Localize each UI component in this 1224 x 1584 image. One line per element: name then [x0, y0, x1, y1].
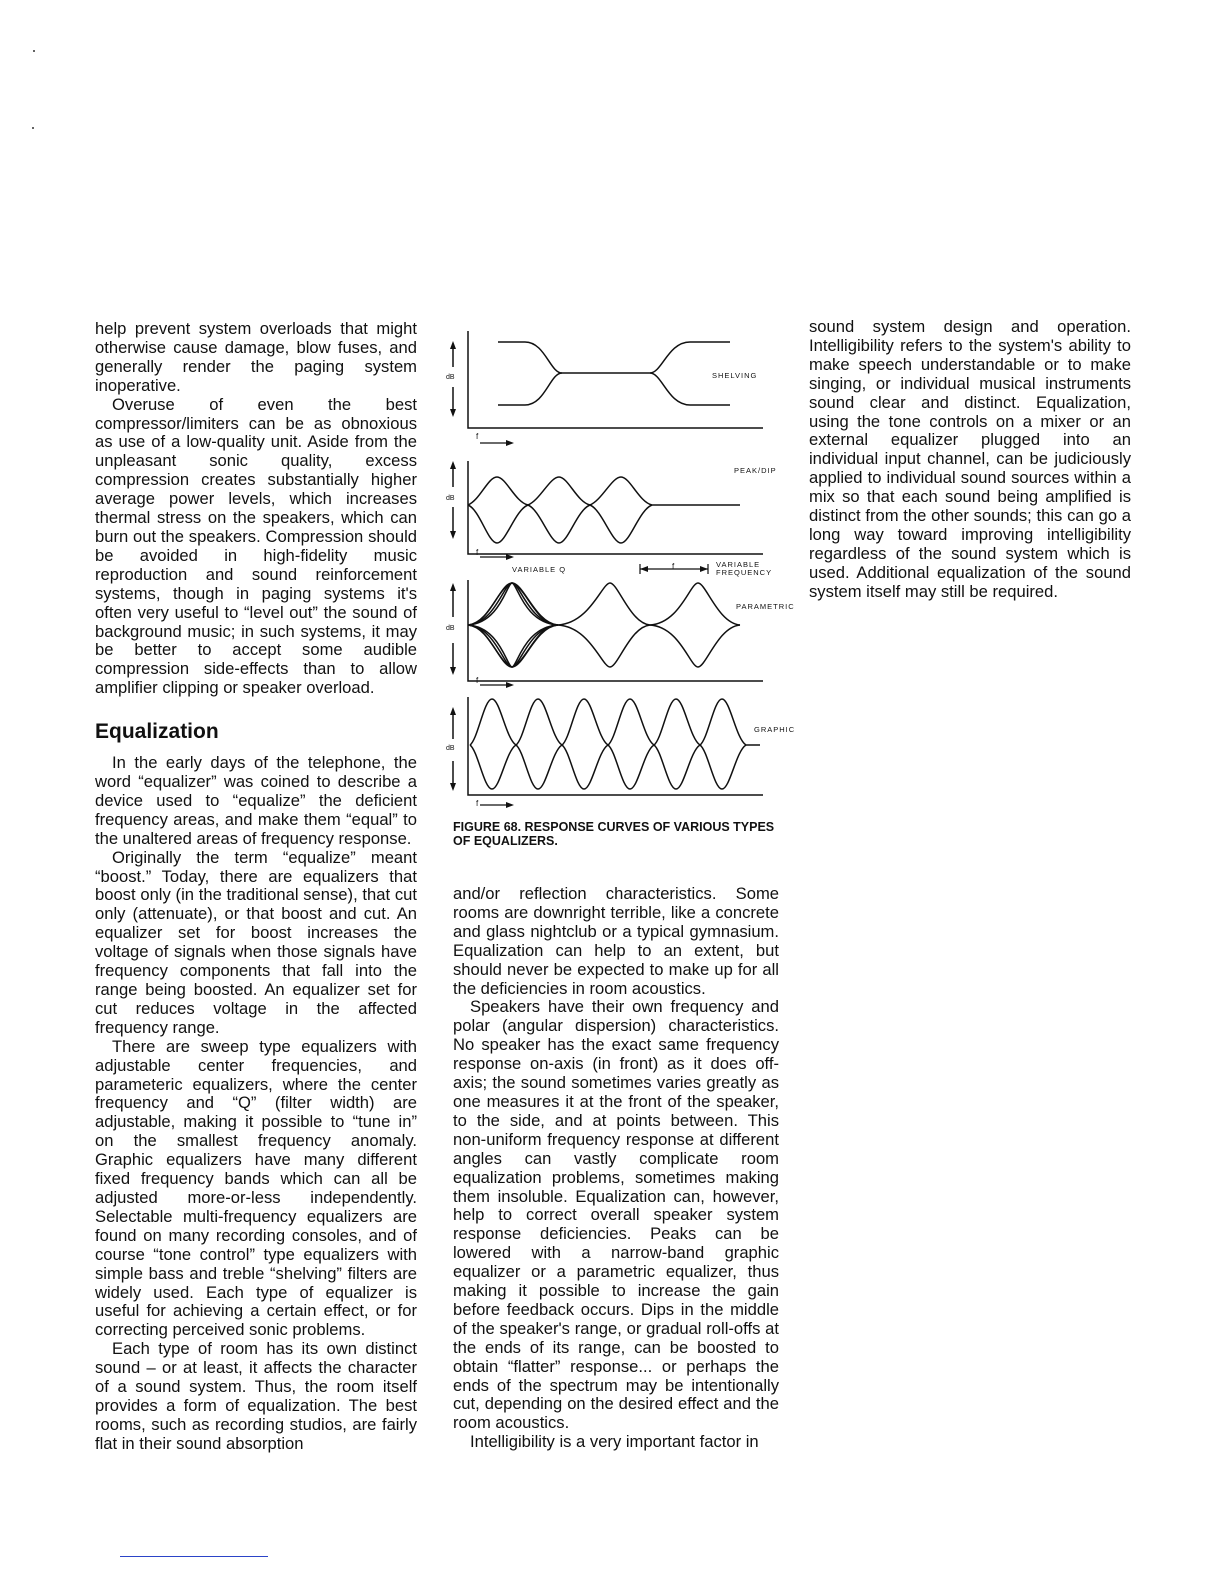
- parametric-panel: [450, 564, 763, 688]
- paragraph: There are sweep type equalizers with adjustable center frequencies, and parameteric equalizers, where the center frequency and “Q” (filter width) are adjustable, making it possible to “tune in” on the smallest frequency anomaly. Graphic equalizers have many different fixed frequency bands which can all be adjusted more-or-less independently. Selectable multi-frequency equalizers are found on many recording consoles, and of course “tone control” type equalizers with simple bass and treble “shelving” filters are widely used. Each type of equalizer is useful for achieving a certain effect, or for correcting perceived sonic problems.: [95, 1036, 417, 1340]
- text-column-right: [809, 318, 1131, 602]
- variable-q-label: VARIABLE Q: [512, 565, 567, 574]
- peak-curve: [468, 477, 740, 505]
- f-axis-label: f: [476, 799, 479, 808]
- variable-frequency-curve: [558, 583, 740, 625]
- paragraph: help prevent system overloads that might otherwise cause damage, blow fuses, and generally render the paging system inoperative.: [95, 319, 417, 395]
- shelving-panel: [450, 331, 763, 446]
- dip-curve: [468, 505, 652, 543]
- f-axis-label: f: [672, 562, 675, 571]
- db-axis-label: dB: [446, 495, 455, 502]
- f-axis-label: f: [476, 432, 479, 441]
- paragraph: Intelligibility is a very important factor in: [470, 1432, 759, 1452]
- f-axis-label: f: [476, 676, 479, 685]
- paragraph: Originally the term “equalize” meant “boost.” Today, there are equalizers that boost only (in the traditional sense), that cut only (attenuate), or that boost and cut. An equalizer set for boost increases the voltage of signals when those signals have frequency components that fall into the range being boosted. An equalizer set for cut reduces voltage in the affected frequency range.: [95, 847, 417, 1037]
- panel-axes: [468, 697, 763, 795]
- peak-dip-label: PEAK/DIP: [734, 466, 777, 475]
- text-column-middle: [453, 885, 779, 1452]
- graphic-panel: [450, 697, 763, 808]
- figure-caption: FIGURE 68. RESPONSE CURVES OF VARIOUS TYPES OF EQUALIZERS.: [453, 820, 775, 848]
- footer-rule: [120, 1556, 268, 1557]
- paragraph: and/or reflection characteristics. Some rooms are downright terrible, like a concrete and glass nightclub or a typical gymnasium. Equalization can help to an extent, but should never be expected to make up for all the deficiencies in room acoustics.: [453, 884, 779, 998]
- db-axis-label: dB: [446, 745, 455, 752]
- shelving-cut-curve: [498, 373, 730, 405]
- db-axis-label: dB: [446, 625, 455, 632]
- graphic-cut-curve: [470, 745, 746, 789]
- variable-frequency-label: FREQUENCY: [716, 568, 773, 577]
- scan-speck: [33, 50, 35, 52]
- peak-dip-panel: [450, 461, 763, 560]
- paragraph: sound system design and operation. Intelligibility refers to the system's ability to make speech understandable or to make singing, or individual musical instruments sound clear and distinct. Equalization, using the tone controls on a mixer or an external equalizer plugged into an individual input channel, can be judiciously applied to individual sound sources within a mix so that each sound being amplified is distinct from the other sounds; this can go a long way toward improving intelligibility regardless of the sound system which is used. Additional equalization of the sound system itself may still be required.: [809, 317, 1131, 601]
- graphic-boost-curve: [470, 699, 760, 745]
- paragraph: Overuse of even the best compressor/limiters can be as obnoxious as use of a low-quality unit. Aside from the unpleasant sonic quality, excess compression creates substantially higher average power levels, which increases thermal stress on the speakers, which can burn out the speakers. Compression should be avoided in high-fidelity music reproduction and sound reinforcement systems, though in paging systems it's often very useful to “level out” the sound of background music; in such systems, it may be better to accept some audible compression side-effects than to allow amplifier clipping or speaker overload.: [95, 394, 417, 698]
- text-column-left: [95, 320, 417, 1454]
- graphic-label: GRAPHIC: [754, 725, 796, 734]
- paragraph: In the early days of the telephone, the word “equalizer” was coined to describe a device used to “equalize” the deficient frequency areas, and make them “equal” to the unaltered areas of frequency response.: [95, 753, 417, 848]
- parametric-label: PARAMETRIC: [736, 602, 795, 611]
- shelving-label: SHELVING: [712, 371, 758, 380]
- shelving-boost-curve: [498, 342, 730, 373]
- variable-frequency-label: VARIABLE: [716, 560, 761, 569]
- db-axis-label: dB: [446, 374, 455, 381]
- paragraph: Each type of room has its own distinct sound – or at least, it affects the character of a sound system. Thus, the room itself provides a form of equalization. The best rooms, such as recording studios, are fairly flat in their sound absorption: [95, 1339, 417, 1453]
- scan-speck: [32, 127, 34, 129]
- panel-axes: [468, 580, 763, 681]
- f-axis-label: f: [476, 548, 479, 557]
- section-heading: Equalization: [95, 720, 219, 744]
- paragraph: Speakers have their own frequency and polar (angular dispersion) characteristics. No speaker has the exact same frequency response on-axis (in front) as it does off-axis; the sound sometimes varies greatly as one measures it at the front of the speaker, to the side, and at points between. This non-uniform frequency response at different angles can vastly complicate room equalization problems, sometimes making them insoluble. Equalization can, however, help to correct overall speaker system response deficiencies. Peaks can be lowered with a narrow-band graphic equalizer or a parametric equalizer, thus making it possible to increase the gain before feedback occurs. Dips in the middle of the speaker's range, or gradual roll-offs at the ends of its range, can be boosted to obtain “flatter” response... or perhaps the ends of the spectrum may be intentionally cut, depending on the desired effect and the room acoustics.: [453, 997, 779, 1433]
- equalizer-response-figure: [440, 325, 810, 815]
